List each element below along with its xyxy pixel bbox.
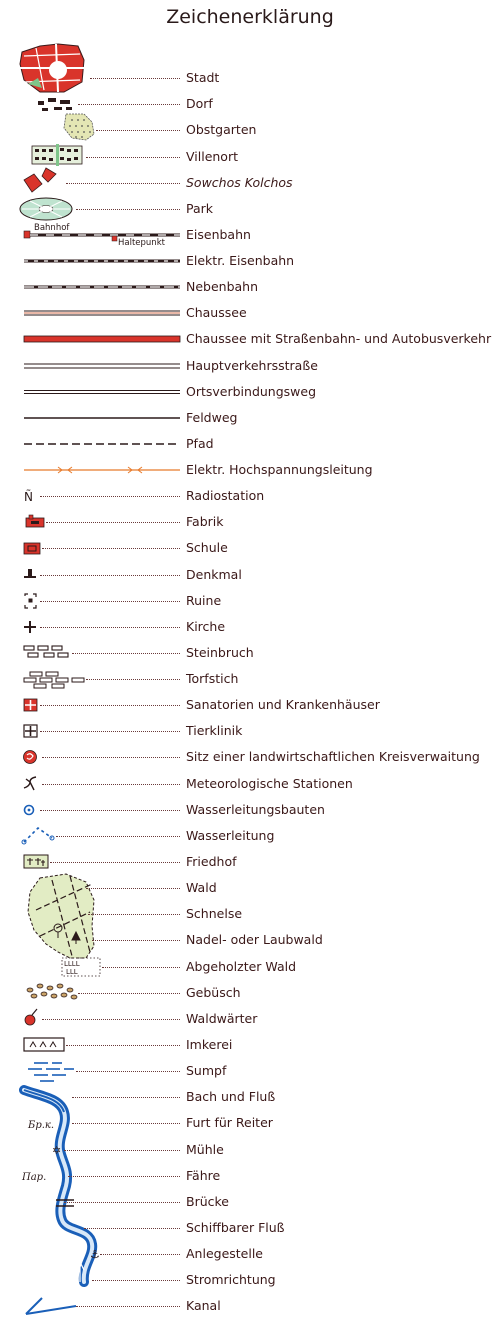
legend-label-abgeholzter-wald: Abgeholzter Wald: [186, 959, 297, 974]
swamp-icon: [28, 1063, 74, 1081]
leader-dots-stadt: [90, 78, 180, 79]
highway-tram-symbol: [24, 336, 180, 342]
legend-label-nadel-laubwald: Nadel- oder Laubwald: [186, 932, 323, 947]
leader-dots-radiostation: [40, 496, 180, 497]
leader-dots-ruine: [40, 601, 180, 602]
legend-label-tierklinik: Tierklinik: [186, 723, 243, 738]
leader-dots-kanal: [76, 1306, 180, 1307]
railway-symbol: [24, 223, 180, 248]
leader-dots-schule: [42, 548, 180, 549]
legend-label-schule: Schule: [186, 540, 228, 555]
legend-label-sowchos-kolchos: Sowchos Kolchos: [186, 175, 293, 190]
legend-label-sanatorien: Sanatorien und Krankenhäuser: [186, 697, 380, 712]
park-symbol: [20, 198, 72, 220]
leader-dots-schnelse: [88, 914, 180, 915]
legend-label-denkmal: Denkmal: [186, 567, 242, 582]
orchard-symbol: [64, 114, 94, 140]
leader-dots-faehre: [68, 1176, 180, 1177]
legend-label-imkerei: Imkerei: [186, 1037, 233, 1052]
leader-dots-kreisverwaltung: [42, 757, 180, 758]
connecting-road-symbol: [24, 391, 180, 394]
legend-label-gebuesch: Gebüsch: [186, 985, 241, 1000]
legend-label-bruecke: Brücke: [186, 1194, 229, 1209]
leader-dots-tierklinik: [40, 731, 180, 732]
apiary-icon: [24, 1038, 64, 1051]
river-label-ferry: Пар.: [22, 1172, 47, 1183]
church-icon: [24, 621, 36, 633]
legend-label-stromrichtung: Stromrichtung: [186, 1272, 276, 1287]
leader-dots-obstgarten: [96, 130, 180, 131]
water-pipe-icon: [22, 828, 54, 844]
legend-label-friedhof: Friedhof: [186, 854, 237, 869]
legend-label-feldweg: Feldweg: [186, 410, 238, 425]
legend-label-chaussee-strassenbahn: Chaussee mit Straßenbahn- und Autobusverkehr: [186, 331, 492, 346]
legend-label-fabrik: Fabrik: [186, 514, 224, 529]
legend-label-kirche: Kirche: [186, 619, 226, 634]
legend-label-ortsverbindungsweg: Ortsverbindungsweg: [186, 384, 317, 399]
sanatorium-icon: [24, 699, 37, 711]
shrub-icon: [27, 984, 77, 999]
legend-label-hauptverkehrsstrasse: Hauptverkehrsstraße: [186, 358, 318, 373]
electric-railway-symbol: [24, 260, 180, 263]
leader-dots-imkerei: [66, 1045, 180, 1046]
legend-label-wasserleitung: Wasserleitung: [186, 828, 275, 843]
legend-label-anlegestelle: Anlegestelle: [186, 1246, 264, 1261]
leader-dots-wasserleitungsbauten: [40, 810, 180, 811]
leader-dots-park: [76, 209, 180, 210]
leader-dots-sumpf: [76, 1071, 180, 1072]
legend-label-park: Park: [186, 201, 214, 216]
leader-dots-villenort: [86, 157, 180, 158]
legend-label-schiffbarer-fluss: Schiffbarer Fluß: [186, 1220, 285, 1235]
legend-label-steinbruch: Steinbruch: [186, 645, 254, 660]
leader-dots-fabrik: [46, 522, 180, 523]
leader-dots-anlegestelle: [100, 1254, 180, 1255]
legend-label-stadt: Stadt: [186, 70, 220, 85]
villa-town-symbol: [32, 144, 82, 166]
legend-label-schnelse: Schnelse: [186, 906, 243, 921]
legend-label-meteorologische: Meteorologische Stationen: [186, 776, 353, 791]
leader-dots-schiffbarer-fluss: [84, 1228, 180, 1229]
legend-label-eisenbahn: Eisenbahn: [186, 227, 251, 242]
leader-dots-dorf: [78, 104, 180, 105]
leader-dots-gebuesch: [78, 993, 180, 994]
legend-label-villenort: Villenort: [186, 149, 238, 164]
legend-label-torfstich: Torfstich: [186, 671, 239, 686]
legend-label-pfad: Pfad: [186, 436, 214, 451]
ruin-icon: [25, 594, 36, 608]
legend-label-radiostation: Radiostation: [186, 488, 265, 503]
leader-dots-friedhof: [50, 862, 180, 863]
river-label-ford: Бр.к.: [28, 1120, 55, 1131]
legend-label-elektr-eisenbahn: Elektr. Eisenbahn: [186, 253, 295, 268]
haltepunkt-label: Haltepunkt: [118, 238, 165, 248]
quarry-icon: [24, 646, 68, 657]
branch-line-symbol: [24, 286, 180, 289]
district-admin-icon: [24, 751, 37, 764]
weather-station-icon: [24, 777, 36, 790]
leader-dots-bach-und-fluss: [72, 1097, 180, 1098]
waterworks-icon: [25, 806, 34, 815]
factory-icon: [26, 515, 44, 527]
school-icon: [24, 543, 40, 554]
radio-station-icon: Ñ: [24, 490, 33, 504]
main-road-symbol: [24, 364, 180, 368]
leader-dots-sowchos-kolchos: [66, 183, 180, 184]
village-symbol: [38, 98, 72, 111]
legend-label-ruine: Ruine: [186, 593, 222, 608]
legend-label-furt: Furt für Reiter: [186, 1115, 273, 1130]
svg-text:LLL: LLL: [66, 968, 78, 976]
leader-dots-muehle: [64, 1150, 180, 1151]
leader-dots-sanatorien: [40, 705, 180, 706]
vet-clinic-icon: [24, 725, 37, 737]
legend-label-wasserleitungsbauten: Wasserleitungsbauten: [186, 802, 325, 817]
legend-title: Zeichenerklärung: [166, 6, 334, 28]
cemetery-icon: [24, 855, 48, 868]
legend-label-dorf: Dorf: [186, 96, 213, 111]
leader-dots-denkmal: [40, 575, 180, 576]
monument-icon: [24, 569, 36, 578]
canal-symbol: [26, 1298, 76, 1314]
forest-symbol: [28, 874, 100, 976]
legend-label-obstgarten: Obstgarten: [186, 122, 257, 137]
legend-label-faehre: Fähre: [186, 1168, 221, 1183]
leader-dots-waldwaerter: [42, 1019, 180, 1020]
legend-label-muehle: Mühle: [186, 1142, 224, 1157]
legend-label-wald: Wald: [186, 880, 217, 895]
forester-icon: [25, 1009, 37, 1025]
leader-dots-stromrichtung: [92, 1280, 180, 1281]
legend-label-chaussee: Chaussee: [186, 305, 247, 320]
anchor-icon: ⚓: [90, 1248, 100, 1261]
mill-icon: ✡: [52, 1144, 62, 1157]
leader-dots-wasserleitung: [56, 836, 180, 837]
leader-dots-torfstich: [86, 679, 180, 680]
leader-dots-bruecke: [64, 1202, 180, 1203]
bahnhof-label: Bahnhof: [34, 223, 70, 233]
legend-label-sumpf: Sumpf: [186, 1063, 227, 1078]
legend-label-kreisverwaltung: Sitz einer landwirtschaftlichen Kreisverwaitung: [186, 749, 480, 764]
legend-label-bach-und-fluss: Bach und Fluß: [186, 1089, 276, 1104]
leader-dots-kirche: [40, 627, 180, 628]
peat-cutting-icon: [24, 672, 84, 688]
leader-dots-wald: [86, 888, 180, 889]
power-line-symbol: [24, 467, 180, 473]
leader-dots-steinbruch: [72, 653, 180, 654]
legend-label-nebenbahn: Nebenbahn: [186, 279, 259, 294]
leader-dots-meteorologische: [42, 784, 180, 785]
svg-text:LLLL: LLLL: [64, 960, 80, 968]
city-symbol: [20, 44, 84, 92]
highway-symbol: [24, 311, 180, 315]
leader-dots-abgeholzter-wald: [102, 967, 180, 968]
legend-label-hochspannungsleitung: Elektr. Hochspannungsleitung: [186, 462, 373, 477]
legend-label-waldwaerter: Waldwärter: [186, 1011, 258, 1026]
leader-dots-nadel-laubwald: [92, 940, 180, 941]
state-farm-symbol: [24, 168, 56, 192]
legend-label-kanal: Kanal: [186, 1298, 221, 1313]
leader-dots-furt: [72, 1123, 180, 1124]
river-symbol: [21, 1090, 100, 1282]
